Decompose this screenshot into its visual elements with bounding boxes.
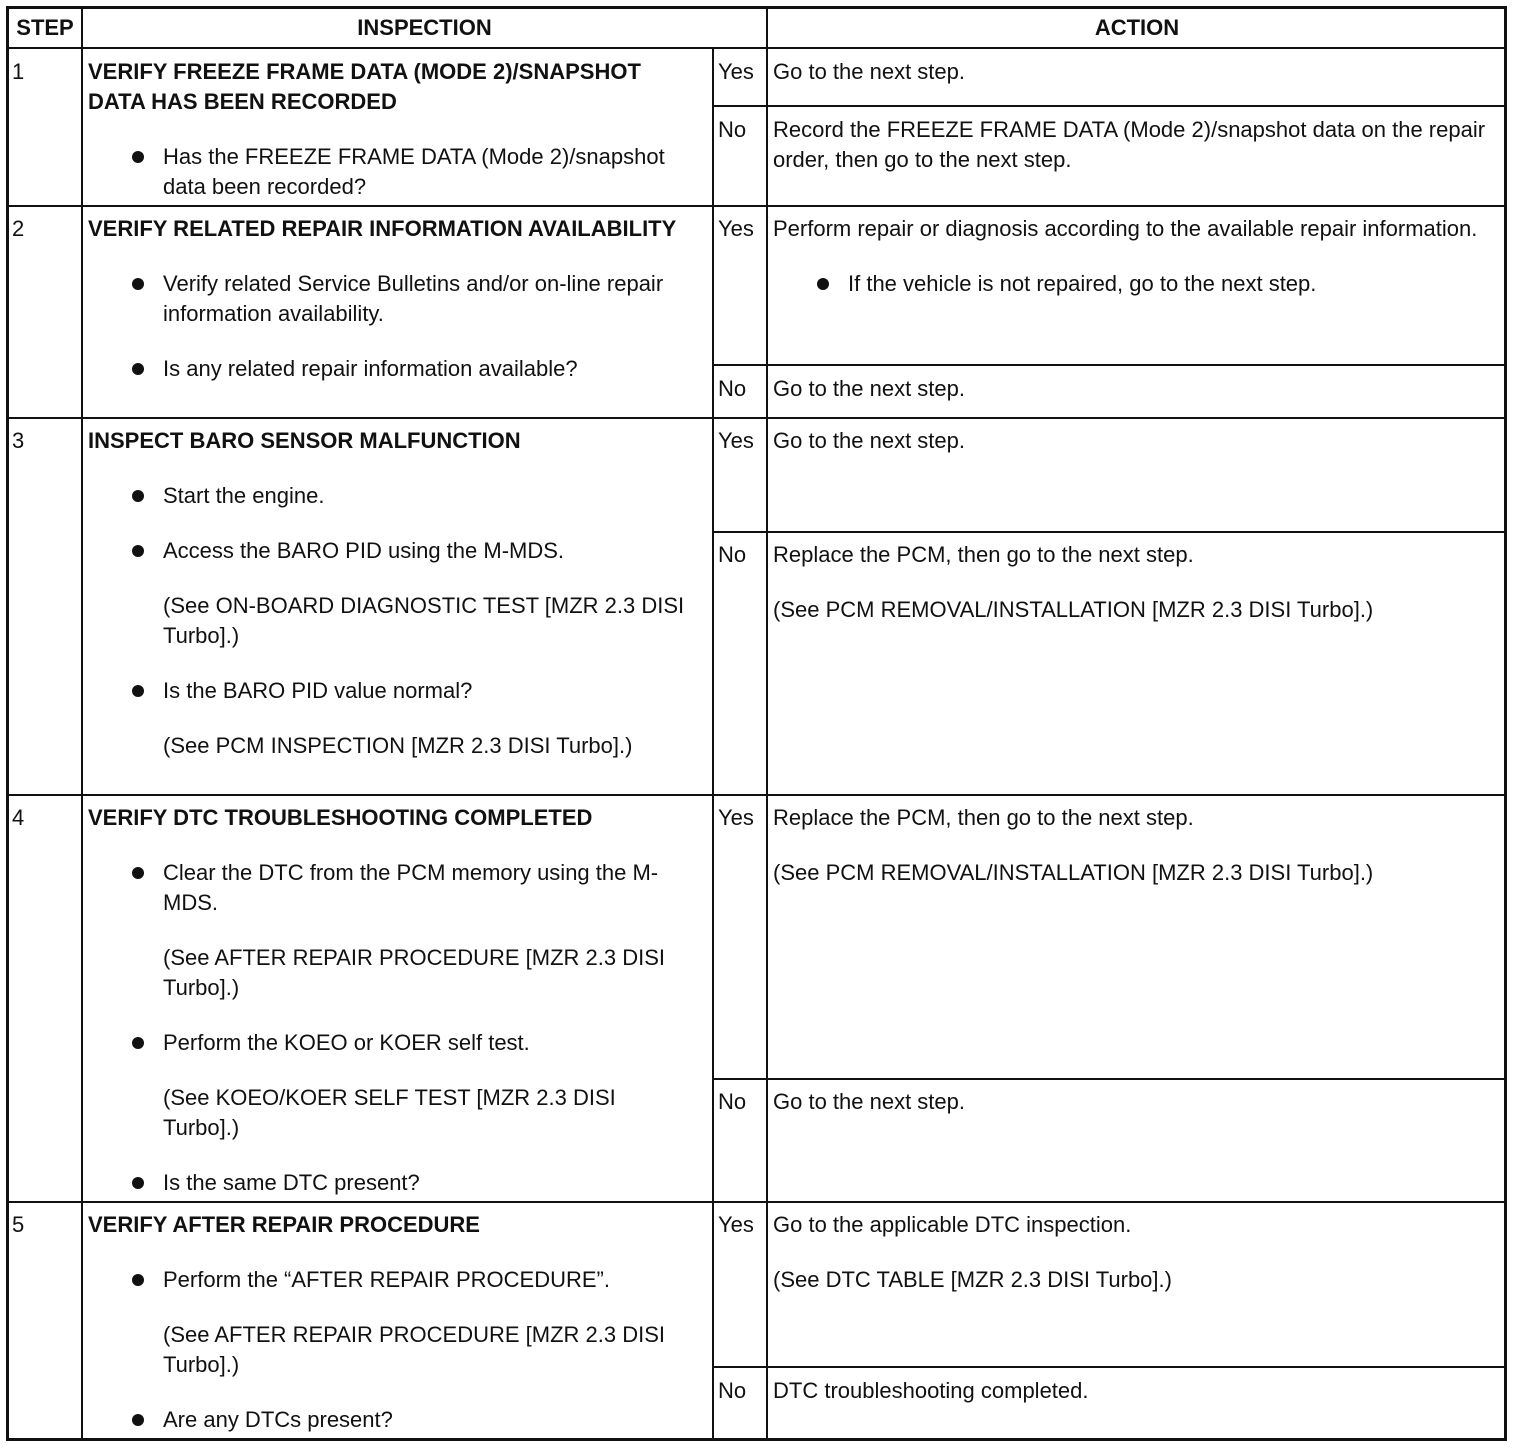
col-divider-step xyxy=(81,8,83,1440)
inspection-cell xyxy=(88,214,688,384)
yesno-rule-3 xyxy=(713,531,1506,533)
reference-note: (See KOEO/KOER SELF TEST [MZR 2.3 DISI Turbo].) xyxy=(163,1085,616,1140)
row-rule-1 xyxy=(8,205,1506,207)
inspection-item: Start the engine. xyxy=(88,481,688,511)
no-action: DTC troubleshooting completed. xyxy=(773,1378,1089,1403)
no-action: Go to the next step. xyxy=(773,376,966,401)
inspection-cell xyxy=(88,57,688,202)
yes-label: Yes xyxy=(718,59,754,84)
row-rule-4 xyxy=(8,1201,1506,1203)
header-step: STEP xyxy=(16,15,74,40)
no-action: Go to the next step. xyxy=(773,1089,966,1114)
reference-note: (See ON-BOARD DIAGNOSTIC TEST [MZR 2.3 DISI Turbo].) xyxy=(163,593,685,648)
yes-action-cell xyxy=(773,214,1493,299)
reference-note: (See PCM REMOVAL/INSTALLATION [MZR 2.3 DISI Turbo].) xyxy=(773,860,1374,885)
no-label: No xyxy=(718,376,747,401)
inspection-item: Perform the “AFTER REPAIR PROCEDURE”. xyxy=(88,1265,688,1295)
reference-note: (See AFTER REPAIR PROCEDURE [MZR 2.3 DISI Turbo].) xyxy=(163,1322,666,1377)
yes-action: Go to the next step. xyxy=(773,428,966,453)
row-rule-2 xyxy=(8,417,1506,419)
inspection-item: Is any related repair information available? xyxy=(88,354,688,384)
yes-label: Yes xyxy=(718,805,754,830)
inspection-cell xyxy=(88,426,688,761)
step-number: 4 xyxy=(12,805,25,830)
inspection-item: Are any DTCs present? xyxy=(88,1405,688,1435)
header-inspection: INSPECTION xyxy=(357,15,492,40)
yes-action: Go to the next step. xyxy=(773,59,966,84)
col-divider-action xyxy=(766,8,768,1440)
no-action-cell xyxy=(773,540,1493,625)
step-title: VERIFY AFTER REPAIR PROCEDURE xyxy=(88,1212,480,1237)
inspection-item: Has the FREEZE FRAME DATA (Mode 2)/snapshot data been recorded? xyxy=(88,142,688,202)
step-title: VERIFY RELATED REPAIR INFORMATION AVAILABILITY xyxy=(88,216,677,241)
yesno-rule-4 xyxy=(713,1078,1506,1080)
inspection-item: Is the BARO PID value normal? xyxy=(88,676,688,706)
inspection-cell xyxy=(88,803,688,1198)
row-rule-3 xyxy=(8,794,1506,796)
step-title: VERIFY FREEZE FRAME DATA (MODE 2)/SNAPSHOT DATA HAS BEEN RECORDED xyxy=(88,59,641,114)
yes-action-cell xyxy=(773,803,1493,888)
inspection-item: Clear the DTC from the PCM memory using the M-MDS. xyxy=(88,858,688,918)
reference-note: (See PCM INSPECTION [MZR 2.3 DISI Turbo].) xyxy=(163,733,633,758)
yes-action: Go to the applicable DTC inspection. xyxy=(773,1212,1132,1237)
col-divider-yesno xyxy=(712,48,714,1440)
yes-label: Yes xyxy=(718,428,754,453)
no-label: No xyxy=(718,117,747,142)
no-label: No xyxy=(718,1089,747,1114)
yesno-rule-1 xyxy=(713,105,1506,107)
yes-label: Yes xyxy=(718,216,754,241)
header-action: ACTION xyxy=(1094,15,1180,40)
inspection-item: Perform the KOEO or KOER self test. xyxy=(88,1028,688,1058)
yes-action: Perform repair or diagnosis according to the available repair information. xyxy=(773,216,1478,241)
yesno-rule-5 xyxy=(713,1366,1506,1368)
inspection-item: Verify related Service Bulletins and/or on-line repair information availability. xyxy=(88,269,688,329)
step-number: 1 xyxy=(12,59,25,84)
yes-action: Replace the PCM, then go to the next step. xyxy=(773,805,1194,830)
step-number: 3 xyxy=(12,428,25,453)
no-action: Record the FREEZE FRAME DATA (Mode 2)/snapshot data on the repair order, then go to the next step. xyxy=(773,117,1486,172)
step-number: 2 xyxy=(12,216,25,241)
step-number: 5 xyxy=(12,1212,25,1237)
yes-action-cell xyxy=(773,1210,1493,1295)
reference-note: (See PCM REMOVAL/INSTALLATION [MZR 2.3 DISI Turbo].) xyxy=(773,597,1374,622)
inspection-item: Access the BARO PID using the M-MDS. xyxy=(88,536,688,566)
reference-note: (See AFTER REPAIR PROCEDURE [MZR 2.3 DISI Turbo].) xyxy=(163,945,666,1000)
inspection-item: Is the same DTC present? xyxy=(88,1168,688,1198)
inspection-cell xyxy=(88,1210,688,1435)
yesno-rule-2 xyxy=(713,364,1506,366)
action-bullet: If the vehicle is not repaired, go to the next step. xyxy=(773,269,1493,299)
yes-label: Yes xyxy=(718,1212,754,1237)
no-label: No xyxy=(718,542,747,567)
step-title: VERIFY DTC TROUBLESHOOTING COMPLETED xyxy=(88,805,593,830)
no-label: No xyxy=(718,1378,747,1403)
reference-note: (See DTC TABLE [MZR 2.3 DISI Turbo].) xyxy=(773,1267,1172,1292)
step-title: INSPECT BARO SENSOR MALFUNCTION xyxy=(88,428,521,453)
no-action: Replace the PCM, then go to the next step. xyxy=(773,542,1194,567)
